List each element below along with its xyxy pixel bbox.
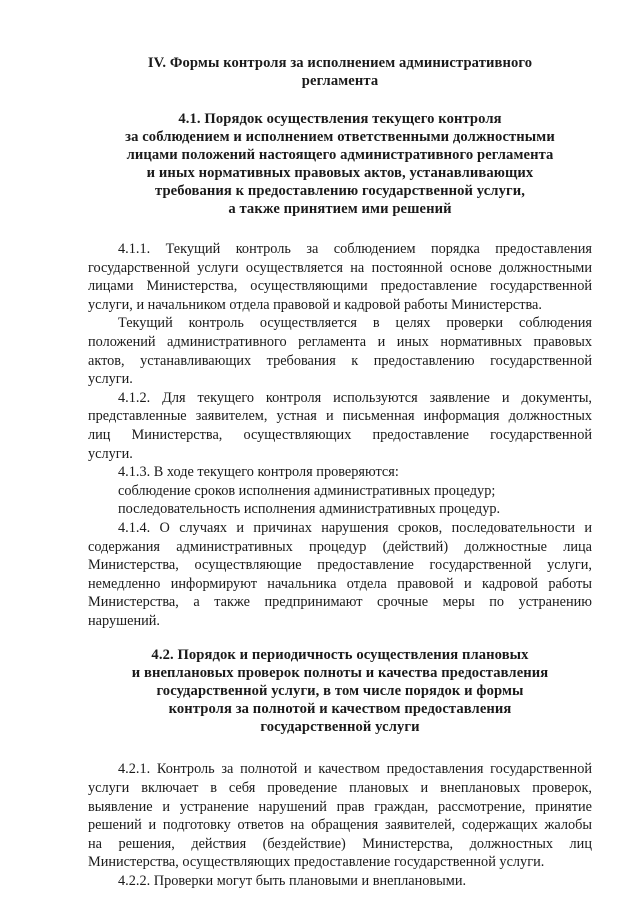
text-line: лицами Министерства, осуществляющими предоставление государственной — [88, 278, 592, 295]
text-line: Министерства, осуществляющие предоставление государственной услуги, — [88, 557, 592, 574]
text-line: выявление и устранение нарушений прав граждан, рассмотрение, принятие — [88, 798, 592, 815]
heading-line: 4.2. Порядок и периодичность осуществления плановых — [151, 647, 529, 664]
text-line: Текущий контроль осуществляется в целях проверки соблюдения — [118, 315, 592, 332]
text-line: 4.2.1. Контроль за полнотой и качеством предоставления государственной — [118, 761, 592, 778]
text-line: 4.1.3. В ходе текущего контроля проверяются: — [118, 464, 399, 481]
list-item-deadlines — [88, 482, 592, 501]
paragraph-4-1-4 — [88, 519, 592, 631]
text-line: решений и подготовку ответов на обращения заявителей, содержащих жалобы — [88, 817, 592, 834]
heading-line: 4.1. Порядок осуществления текущего контроля — [178, 111, 502, 127]
text-line: 4.1.2. Для текущего контроля используются заявление и документы, — [118, 389, 592, 406]
heading-line: за соблюдением и исполнением ответственными должностными — [125, 129, 555, 145]
heading-line: и внеплановых проверок полноты и качества предоставления — [131, 665, 549, 682]
text-line: услуги включает в себя проведение плановых и внеплановых проверок, — [88, 780, 592, 797]
text-line: последовательность исполнения административных процедур. — [118, 501, 501, 518]
text-line: содержания административных процедур (действий) должностные лица — [88, 538, 592, 555]
text-line: 4.2.2. Проверки могут быть плановыми и внеплановыми. — [118, 873, 467, 890]
heading-line: IV. Формы контроля за исполнением административного — [147, 55, 533, 71]
heading-line: а также принятием ими решений — [228, 201, 452, 217]
text-line: на решения, действия (бездействие) Министерства, должностных лиц — [88, 835, 592, 852]
text-line: Министерства, осуществляющих предоставление государственной услуги. — [88, 854, 545, 871]
text-line: нарушений. — [88, 612, 160, 629]
paragraph-4-1-1 — [88, 240, 592, 314]
text-line: услуги. — [88, 445, 133, 462]
document-page — [88, 54, 592, 891]
text-line: немедленно информируют начальника отдела правовой и кадровой работы — [88, 575, 592, 592]
text-line: услуги, и начальником отдела правовой и кадровой работы Министерства. — [88, 296, 542, 313]
heading-line: государственной услуги, в том числе порядок и формы — [156, 683, 524, 700]
heading-line: государственной услуги — [260, 719, 420, 736]
text-line: государственной услуги осуществляется на постоянной основе должностными — [88, 259, 592, 276]
heading-line: лицами положений настоящего административного регламента — [126, 147, 554, 163]
subsection-heading-4-1 — [88, 110, 592, 218]
paragraph-current-control — [88, 314, 592, 388]
paragraph-4-1-3 — [88, 463, 592, 482]
text-line: Министерства, а также предпринимают срочные меры по устранению — [88, 594, 592, 611]
section-heading — [88, 54, 592, 90]
text-line: актов, устанавливающих требования к предоставлению государственной — [88, 352, 592, 369]
text-line: представленные заявителем, устная и письменная информация должностных — [88, 408, 592, 425]
heading-line: требования к предоставлению государственной услуги, — [155, 183, 525, 199]
list-item-sequence — [88, 500, 592, 519]
text-line: положений административного регламента и иных нормативных правовых — [88, 333, 592, 350]
text-line: 4.1.4. О случаях и причинах нарушения сроков, последовательности и — [118, 519, 592, 536]
heading-line: регламента — [301, 73, 379, 89]
text-line: услуги. — [88, 371, 133, 388]
text-line: соблюдение сроков исполнения административных процедур; — [118, 482, 496, 499]
text-line: лиц Министерства, осуществляющих предоставление государственной — [88, 426, 592, 443]
paragraph-4-2-2 — [88, 872, 592, 891]
heading-line: контроля за полнотой и качеством предоставления — [168, 701, 512, 718]
paragraph-4-1-2 — [88, 389, 592, 463]
heading-line: и иных нормативных правовых актов, устанавливающих — [146, 165, 534, 181]
text-line: 4.1.1. Текущий контроль за соблюдением порядка предоставления — [118, 241, 592, 257]
paragraph-4-2-1 — [88, 760, 592, 872]
subsection-heading-4-2 — [88, 646, 592, 736]
